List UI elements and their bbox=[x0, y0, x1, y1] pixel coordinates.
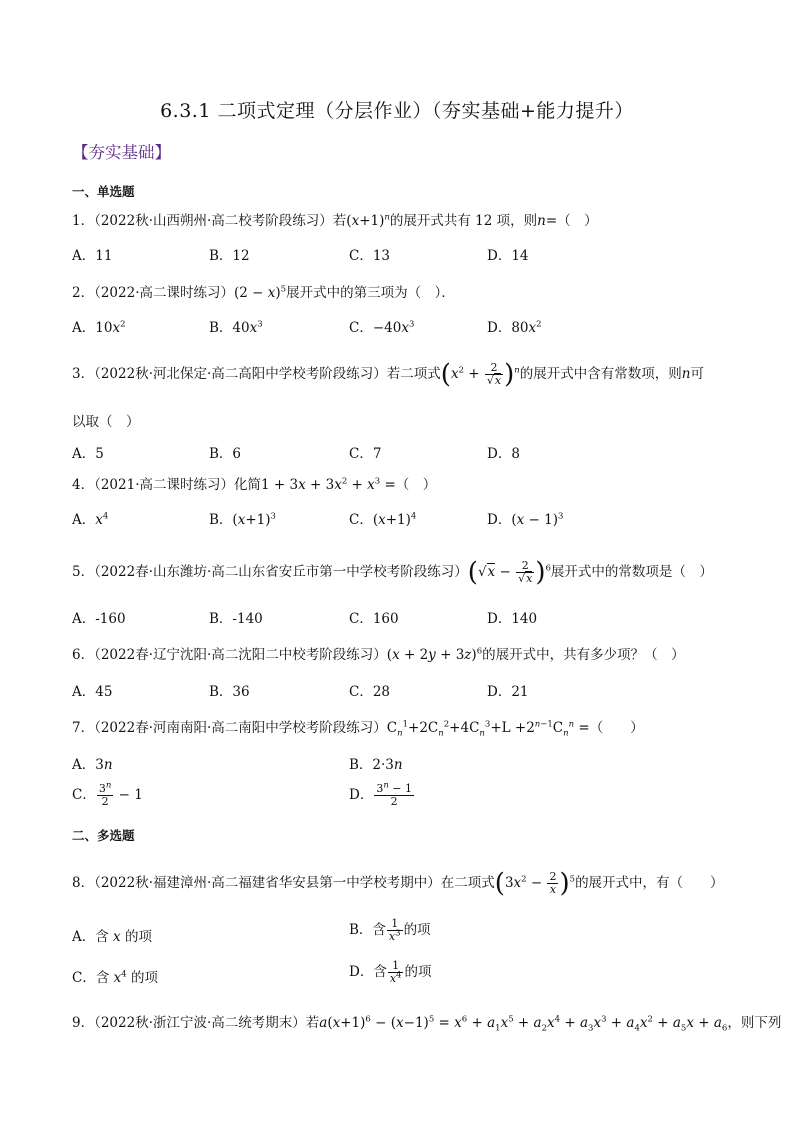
formula: $C_n^1+2C_n^2+4C_n^3+L +2^{n-1}C_n^n$ = bbox=[386, 719, 590, 739]
question-8: 8．（2022秋·福建漳州·高二福建省华安县第一中学校考期中）在二项式($3x^2$ − $\frac{2}{x}$ )$^5$的展开式中，有（ ） bbox=[72, 868, 724, 899]
question-1: 1．（2022秋·山西朔州·高二校考阶段练习）若$(x+1)^n$的展开式共有 12 项，则n=（ ） bbox=[72, 212, 598, 229]
option-6a[interactable]: A．45 bbox=[72, 684, 113, 700]
option-2c[interactable]: C．$-40x^3$ bbox=[349, 319, 415, 336]
formula: $1 + 3x + 3x^2 + x^3$ = bbox=[261, 476, 396, 493]
option-7a[interactable]: A．3n bbox=[72, 757, 113, 773]
option-4a[interactable]: A．$x^4$ bbox=[72, 511, 109, 528]
heading-multi-choice: 二、多选题 bbox=[72, 828, 135, 843]
option-7b[interactable]: B．2·3n bbox=[349, 757, 403, 773]
section-tag: 【夯实基础】 bbox=[72, 143, 171, 162]
formula: $(x+1)^n$ bbox=[346, 212, 390, 229]
question-3-line2: 以取（ ） bbox=[72, 414, 140, 430]
option-4b[interactable]: B．$(x+1)^3$ bbox=[209, 511, 276, 528]
option-3c[interactable]: C．7 bbox=[349, 446, 382, 462]
option-1a[interactable]: A．11 bbox=[72, 248, 113, 264]
heading-single-choice: 一、单选题 bbox=[72, 184, 135, 199]
page-title: 6.3.1 二项式定理（分层作业）（夯实基础+能力提升） bbox=[160, 100, 634, 122]
option-5c[interactable]: C．160 bbox=[349, 611, 399, 627]
option-3a[interactable]: A．5 bbox=[72, 446, 104, 462]
question-9: 9．（2022秋·浙江宁波·高二统考期末）若$a(x+1)^6 - (x-1)^5 = x^6 + a_1x^5 + a_2x^4 + a_3x^3 + a_4x^2 + a_5x + a_6$，则下列 bbox=[72, 1014, 782, 1034]
question-3: 3．（2022秋·河北保定·高二高阳中学校考阶段练习）若二项式($x^2$ + $\frac{2}{√x}$ )$^n$的展开式中含有常数项，则n可 bbox=[72, 359, 704, 390]
formula: ($x^2$ + $\frac{2}{√x}$ )$^n$ bbox=[440, 359, 520, 390]
option-4d[interactable]: D．$(x - 1)^3$ bbox=[487, 511, 564, 528]
option-3b[interactable]: B．6 bbox=[209, 446, 242, 462]
option-2a[interactable]: A．$10x^2$ bbox=[72, 319, 126, 336]
option-6d[interactable]: D．21 bbox=[487, 684, 529, 700]
question-6: 6．（2022春·辽宁沈阳·高二沈阳二中校考阶段练习）$(x + 2y + 3z)^6$的展开式中，共有多少项？（ ） bbox=[72, 646, 685, 663]
option-3d[interactable]: D．8 bbox=[487, 446, 520, 462]
option-8a[interactable]: A．含 x 的项 bbox=[72, 929, 152, 945]
option-7d[interactable]: D． $\frac{3^n - 1}{2}$ bbox=[349, 780, 413, 808]
option-2b[interactable]: B．$40x^3$ bbox=[209, 319, 263, 336]
question-2: 2．（2022·高二课时练习）$(2 - x)^5$展开式中的第三项为（ ）． bbox=[72, 284, 455, 301]
question-4: 4．（2021·高二课时练习）化简$1 + 3x + 3x^2 + x^3$ =（ ） bbox=[72, 476, 437, 493]
option-2d[interactable]: D．$80x^2$ bbox=[487, 319, 542, 336]
option-5a[interactable]: A．-160 bbox=[72, 611, 126, 627]
question-1-text: 1．（2022秋·山西朔州·高二校考阶段练习）若 bbox=[72, 213, 347, 229]
option-8c[interactable]: C．含 $x^4$ 的项 bbox=[72, 969, 158, 986]
formula: ($3x^2$ − $\frac{2}{x}$ )$^5$ bbox=[494, 868, 576, 899]
formula: $(2 - x)^5$ bbox=[234, 284, 287, 301]
question-5: 5．（2022春·山东潍坊·高二山东省安丘市第一中学校考阶段练习）(√x − $\frac{2}{√x}$ )$^6$展开式中的常数项是（ ） bbox=[72, 557, 713, 588]
option-6c[interactable]: C．28 bbox=[349, 684, 391, 700]
formula: (√x − $\frac{2}{√x}$ )$^6$ bbox=[467, 557, 551, 588]
formula: $(x + 2y + 3z)^6$ bbox=[386, 646, 483, 663]
question-7: 7．（2022春·河南南阳·高二南阳中学校考阶段练习）$C_n^1+2C_n^2+4C_n^3+L +2^{n-1}C_n^n$ =（ ） bbox=[72, 719, 644, 739]
option-5d[interactable]: D．140 bbox=[487, 611, 538, 627]
option-4c[interactable]: C．$(x+1)^4$ bbox=[349, 511, 417, 528]
option-1d[interactable]: D．14 bbox=[487, 248, 529, 264]
option-1c[interactable]: C．13 bbox=[349, 248, 391, 264]
option-7c[interactable]: C． $\frac{3^n}{2}$ − 1 bbox=[72, 780, 143, 808]
formula: $a(x+1)^6 - (x-1)^5 = x^6 + a_1x^5 + a_2x^4 + a_3x^3 + a_4x^2 + a_5x + a_6$ bbox=[319, 1014, 728, 1034]
option-1b[interactable]: B．12 bbox=[209, 248, 250, 264]
option-8b[interactable]: B．含 $\frac{1}{x^3}$ 的项 bbox=[349, 917, 431, 943]
option-8d[interactable]: D．含 $\frac{1}{x^4}$ 的项 bbox=[349, 959, 432, 985]
option-5b[interactable]: B．-140 bbox=[209, 611, 263, 627]
option-6b[interactable]: B．36 bbox=[209, 684, 250, 700]
